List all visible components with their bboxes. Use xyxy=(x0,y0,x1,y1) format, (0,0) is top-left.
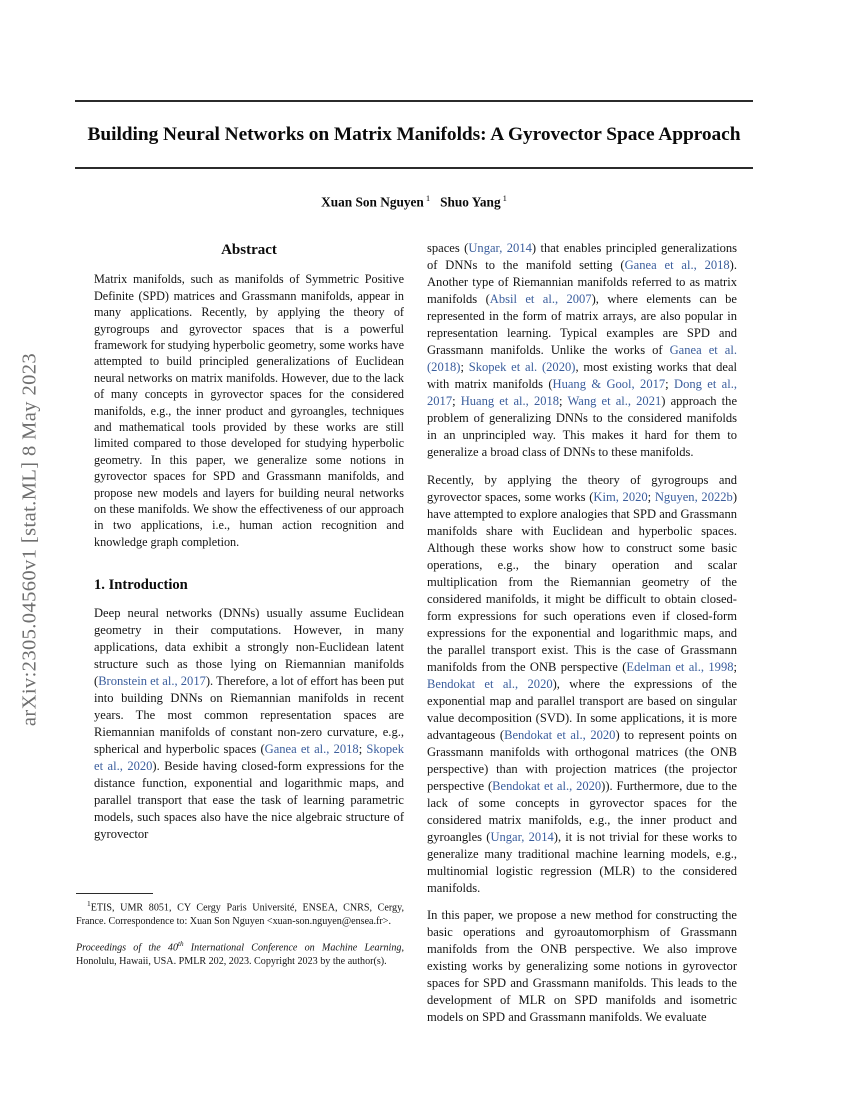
citation-ungar-2014-b[interactable]: Ungar, 2014 xyxy=(490,829,554,844)
text-run: spaces ( xyxy=(427,241,469,255)
proceedings-conference: International Conference on Machine Learning xyxy=(183,942,402,954)
right-column xyxy=(427,240,737,1026)
title-rule-top xyxy=(75,100,753,102)
text-run: ; xyxy=(665,377,675,391)
citation-ganea-2018-inline[interactable]: Ganea et al. (2018) xyxy=(427,343,737,374)
citation-huang-2018[interactable]: Huang et al., 2018 xyxy=(460,394,560,408)
text-run: ). Another type of Riemannian manifolds referred to as matrix manifolds ( xyxy=(427,258,737,306)
author-name-2: Shuo Yang xyxy=(440,194,501,210)
citation-wang-2021[interactable]: Wang et al., 2021 xyxy=(567,394,662,408)
text-run: ; xyxy=(647,489,655,504)
citation-edelman-1998[interactable]: Edelman et al., 1998 xyxy=(626,659,734,674)
abstract-heading: Abstract xyxy=(221,242,277,258)
text-run: ; xyxy=(460,360,469,374)
footnote-block xyxy=(76,893,404,969)
right-paragraph-3 xyxy=(427,907,737,1026)
author-affil-marker-2: 1 xyxy=(502,193,507,203)
citation-absil-2007[interactable]: Absil et al., 2007 xyxy=(489,292,592,306)
text-run: ; xyxy=(452,394,461,408)
citation-ungar-2014[interactable]: Ungar, 2014 xyxy=(468,241,532,255)
text-run: ; xyxy=(733,659,737,674)
arxiv-stamp-text: arXiv:2305.04560v1 [stat.ML] 8 May 2023 xyxy=(18,352,41,727)
title-rule-bottom xyxy=(75,167,753,169)
arxiv-stamp xyxy=(0,0,62,1100)
text-run: ). Beside having closed-form expressions for the distance function, exponential and logarithmic maps, and parallel transport that ease the task of learning parametric models, such spaces also have the nice algebraic structure of gyrovector xyxy=(94,758,404,841)
right-paragraph-1 xyxy=(427,240,737,461)
citation-nguyen-2022b[interactable]: Nguyen, 2022b xyxy=(654,489,733,504)
citation-skopek-2020[interactable]: Skopek et al., 2020 xyxy=(94,741,404,773)
text-run: ; xyxy=(358,741,367,756)
footnote-rule xyxy=(76,893,153,894)
citation-ganea-2018[interactable]: Ganea et al., 2018 xyxy=(624,258,730,272)
footnote-marker: 1 xyxy=(87,899,91,908)
citation-bendokat-2020[interactable]: Bendokat et al., 2020 xyxy=(427,676,553,691)
text-run: ; xyxy=(559,394,568,408)
title-block xyxy=(75,100,753,169)
footnote-affiliation xyxy=(76,899,404,928)
author-list xyxy=(75,193,753,210)
text-run: ). Therefore, a lot of effort has been put into building DNNs on Riemannian manifolds in recent years. The most common representation spaces are Riemannian manifolds of constant non-zero curvature, e.g., spherical and hyperbolic spaces ( xyxy=(94,673,404,756)
citation-skopek-2020-inline[interactable]: Skopek et al. (2020) xyxy=(468,360,576,374)
author-affil-marker-1: 1 xyxy=(425,193,431,203)
left-column xyxy=(94,240,404,843)
section-heading-introduction: 1. Introduction xyxy=(94,577,188,594)
citation-huang-gool-2017[interactable]: Huang & Gool, 2017 xyxy=(552,377,666,391)
text-run: ) to represent points on Grassmann manifolds with orthogonal matrices (the ONB perspective) than with projection matrices (the projector perspective ( xyxy=(427,727,737,793)
footnote-affiliation-text: ETIS, UMR 8051, CY Cergy Paris Université, ENSEA, CNRS, Cergy, France. Correspondence to: Xuan Son Nguyen <xuan-son.nguyen@ensea.fr>. xyxy=(76,902,404,927)
text-run: Recently, by applying the theory of gyrogroups and gyrovector spaces, some works ( xyxy=(427,472,737,504)
text-run: ) have attempted to explore analogies that SPD and Grassmann manifolds share with Euclidean and hyperbolic spaces. Although these works show how to construct some basic operations, e.g., the binary operation and scalar multiplication from the Riemannian geometry of the considered manifolds, it might be difficult to obtain closed-form expressions for such operations even if closed-form expressions for the exponential and logarithmic maps, and the parallel transport exist. This is the case of Grassmann manifolds from the ONB perspective ( xyxy=(427,489,737,674)
intro-paragraph-1 xyxy=(94,605,404,843)
proceedings-prefix: Proceedings of the xyxy=(76,942,168,954)
text-run: Deep neural networks (DNNs) usually assume Euclidean geometry in their computations. However, in many applications, data exhibit a strongly non-Euclidean latent structure such as those lying on Riemannian manifolds ( xyxy=(94,605,404,688)
proceedings-ordinal-suffix: th xyxy=(177,940,184,949)
text-run: , most existing works that deal with matrix manifolds ( xyxy=(427,360,738,391)
text-run: ), where elements can be represented in the form of matrix arrays, are also popular in representation learning. Typical examples are SPD and Grassmann manifolds. Unlike the works of xyxy=(427,292,737,357)
text-run: ) approach the problem of generalizing DNNs to the considered manifolds in an unprincipled way. This makes it hard for them to generalize a broad class of DNNs to these manifolds. xyxy=(427,394,738,459)
text-run: ), it is not trivial for these works to generalize many traditional machine learning models, e.g., multinomial logistic regression (MLR) to the considered manifolds. xyxy=(427,829,737,895)
text-run: In this paper, we propose a new method for constructing the basic operations and gyroautomorphism of Grassmann manifolds from the ONB perspective. We also improve existing works by generalizing some notions in gyrovector spaces for SPD and Grassmann manifolds. This leads to the development of MLR on SPD manifolds and isometric models on SPD and Grassmann manifolds. We evaluate xyxy=(427,908,737,1024)
abstract-body: Matrix manifolds, such as manifolds of Symmetric Positive Definite (SPD) matrices and Grassmann manifolds, appear in many applications. Recently, by applying the theory of gyrogroups and gyrovector spaces that is a powerful framework for studying hyperbolic geometry, some works have attempted to build principled generalizations of Euclidean neural networks on matrix manifolds. However, due to the lack of many concepts in gyrovector spaces for the considered manifolds, e.g., the inner product and gyroangles, techniques and mathematical tools provided by these works are still limited compared to those developed for studying hyperbolic geometry. In this paper, we generalize some notions in gyrovector spaces for SPD and Grassmann manifolds, and propose new models and layers for building neural networks on these manifolds. We show the effectiveness of our approach in two applications, i.e., human action recognition and knowledge graph completion. xyxy=(94,272,404,549)
text-run: ) that enables principled generalizations of DNNs to the manifold setting ( xyxy=(427,241,737,272)
citation-kim-2020[interactable]: Kim, 2020 xyxy=(593,489,648,504)
footnote-proceedings xyxy=(76,940,404,968)
author-name-1: Xuan Son Nguyen xyxy=(321,194,424,210)
proceedings-rest: , Honolulu, Hawaii, USA. PMLR 202, 2023. Copyright 2023 by the author(s). xyxy=(76,942,404,968)
text-run: )). Furthermore, due to the lack of some concepts in gyrovector spaces for the considered matrix manifolds, e.g., the inner product and gyroangles ( xyxy=(427,778,737,844)
citation-bendokat-2020-c[interactable]: Bendokat et al., 2020 xyxy=(492,778,602,793)
citation-dong-2017[interactable]: Dong et al., 2017 xyxy=(427,377,738,408)
citation-bendokat-2020-b[interactable]: Bendokat et al., 2020 xyxy=(504,727,616,742)
citation-bronstein-2017[interactable]: Bronstein et al., 2017 xyxy=(98,673,206,688)
proceedings-ordinal: 40 xyxy=(167,942,178,954)
page-title: Building Neural Networks on Matrix Manifolds: A Gyrovector Space Approach xyxy=(87,124,741,145)
right-paragraph-2 xyxy=(427,472,737,897)
citation-ganea-2018[interactable]: Ganea et al., 2018 xyxy=(264,741,359,756)
text-run: ), where the expressions of the exponential map and parallel transport are based on singular value decomposition (SVD). In some applications, it is more advantageous ( xyxy=(427,676,737,742)
